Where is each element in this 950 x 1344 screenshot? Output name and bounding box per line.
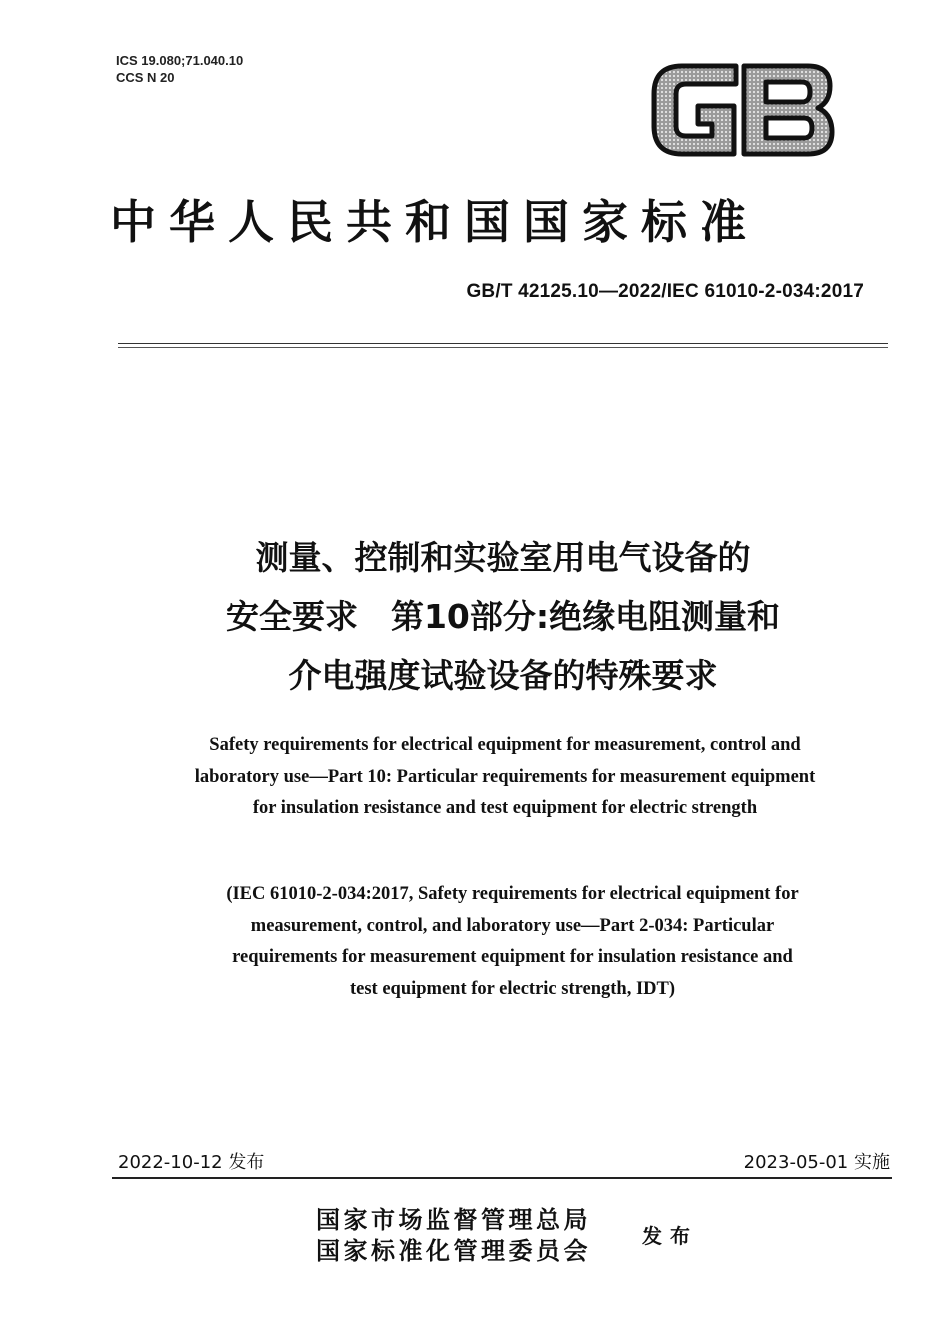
english-title	[0, 730, 950, 825]
english-title-line: for insulation resistance and test equipment for electric strength	[252, 798, 758, 818]
ics-code: ICS 19.080;71.040.10	[116, 53, 244, 68]
footer-divider	[112, 1177, 892, 1179]
chinese-title	[0, 528, 950, 705]
iec-note-line: requirements for measurement equipment for insulation resistance and	[232, 947, 793, 967]
english-title-line: laboratory use—Part 10: Particular requirements for measurement equipment	[194, 766, 816, 787]
implementation-date: 2023-05-01 实施	[743, 1152, 890, 1173]
standard-number: GB/T 42125.10—2022/IEC 61010-2-034:2017	[466, 281, 864, 302]
issuer-sac: 国家标准化管理委员会	[316, 1236, 591, 1265]
publish-date: 2022-10-12 发布	[118, 1152, 265, 1173]
chinese-title-line: 介电强度试验设备的特殊要求	[288, 656, 718, 695]
iec-equivalence-note	[0, 879, 950, 1005]
national-standard-title: 中华人民共和国国家标准	[110, 195, 759, 249]
header-divider	[118, 343, 888, 344]
header-divider-thin	[118, 347, 888, 348]
classification-codes	[116, 52, 243, 86]
iec-note-line: (IEC 61010-2-034:2017, Safety requirements for electrical equipment for	[226, 884, 799, 904]
iec-note-line: measurement, control, and laboratory use—Part 2-034: Particular	[250, 915, 775, 936]
chinese-title-line: 安全要求 第10部分:绝缘电阻测量和	[225, 597, 781, 636]
chinese-title-line: 测量、控制和实验室用电气设备的	[255, 538, 751, 577]
issue-label: 发布	[642, 1224, 698, 1248]
issuing-authorities	[316, 1204, 591, 1266]
issuer-samr: 国家市场监督管理总局	[316, 1205, 591, 1234]
ccs-code: CCS N 20	[116, 70, 175, 85]
gb-logo	[648, 58, 838, 162]
iec-note-line: test equipment for electric strength, IDT)	[349, 978, 676, 999]
english-title-line: Safety requirements for electrical equipment for measurement, control and	[209, 735, 801, 755]
